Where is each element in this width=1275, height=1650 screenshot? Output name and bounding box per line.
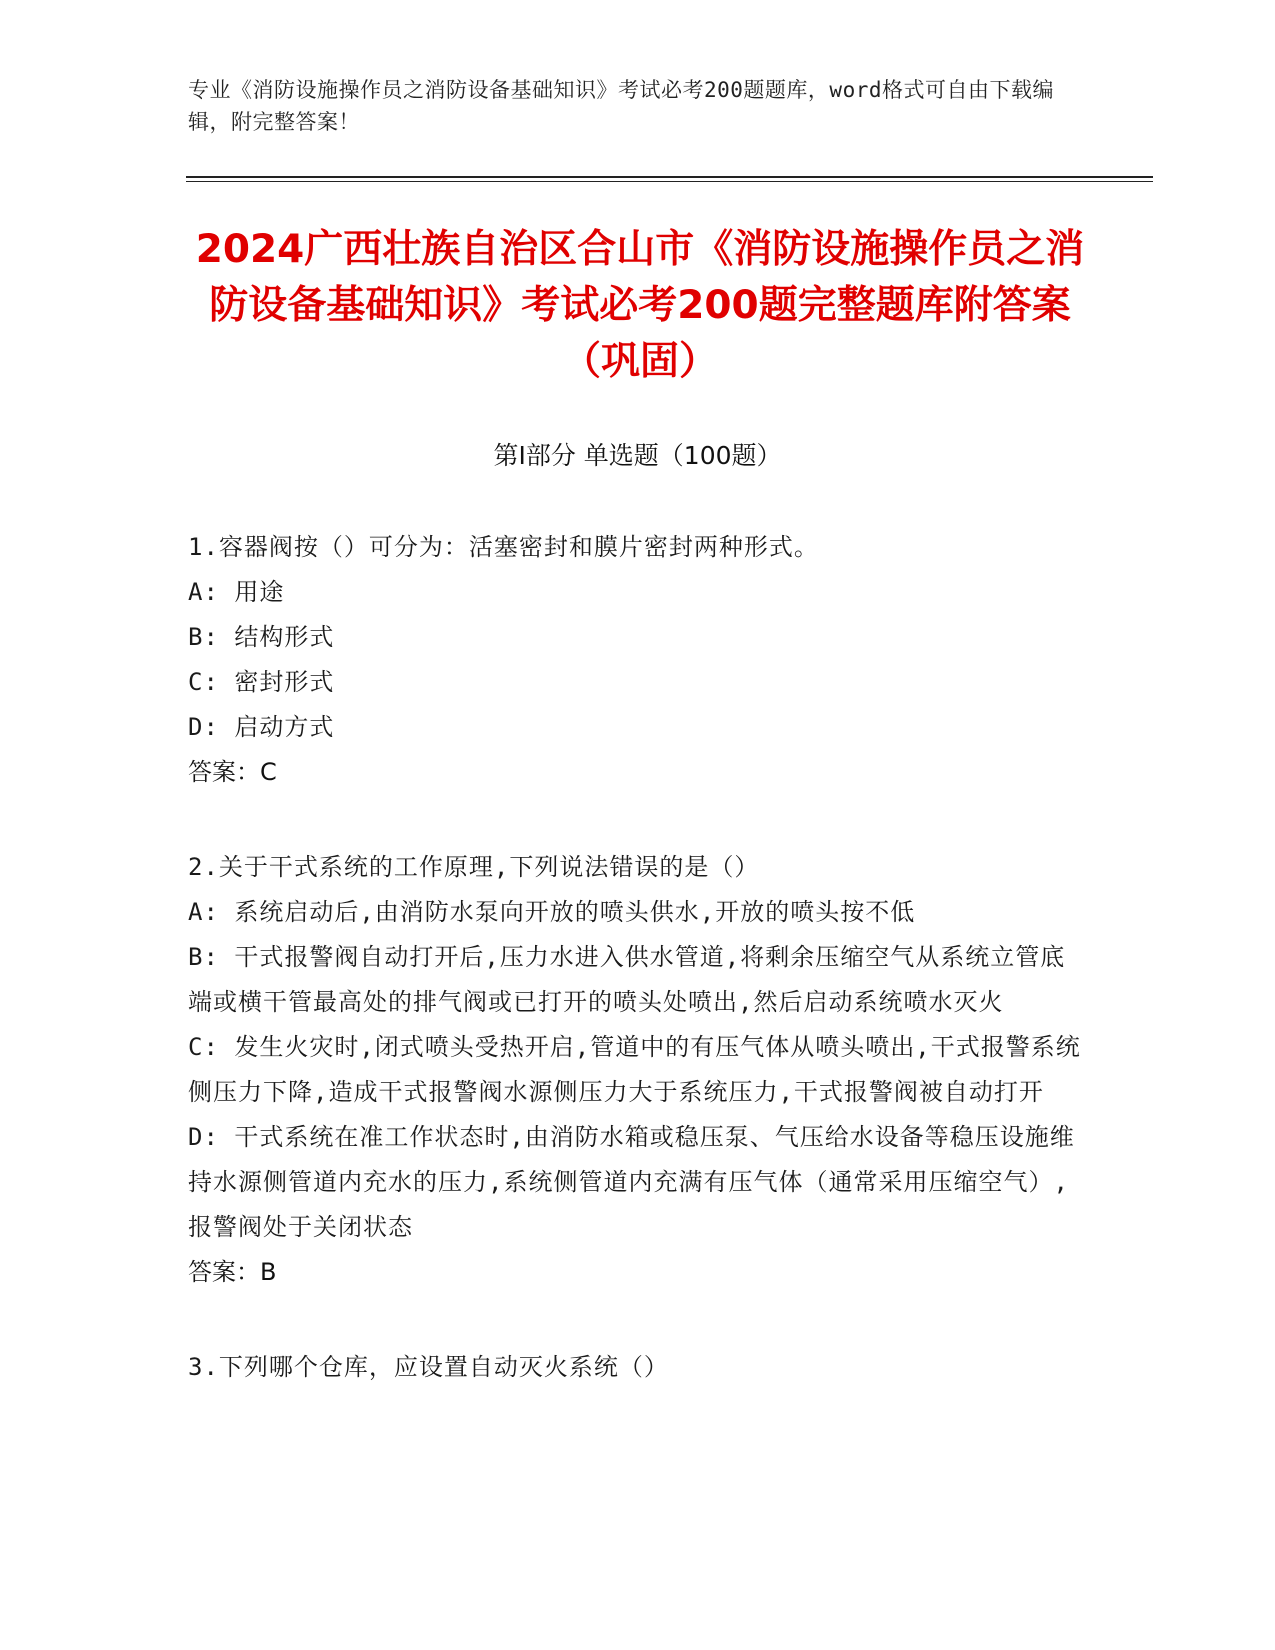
option-d: D: 干式系统在准工作状态时,由消防水箱或稳压泵、气压给水设备等稳压设施维持水源侧管道内充水的压力,系统侧管道内充满有压气体（通常采用压缩空气）,报警阀处于关闭状态 [188,1123,1075,1241]
question-stem: 2.关于干式系统的工作原理,下列说法错误的是（） [188,853,760,881]
option-a: A: 用途 [188,578,285,606]
question-3 [188,1345,1088,1390]
question-stem: 1.容器阀按（）可分为：活塞密封和膜片密封两种形式。 [188,533,819,561]
option-a: A: 系统启动后,由消防水泵向开放的喷头供水,开放的喷头按不低 [188,898,916,926]
option-c: C: 发生火灾时,闭式喷头受热开启,管道中的有压气体从喷头喷出,干式报警系统侧压力下降,造成干式报警阀水源侧压力大于系统压力,干式报警阀被自动打开 [188,1033,1081,1106]
question-stem: 3.下列哪个仓库，应设置自动灭火系统（） [188,1353,669,1381]
header-divider [186,176,1153,178]
question-list [188,525,1088,1440]
header-note: 专业《消防设施操作员之消防设备基础知识》考试必考200题题库，word格式可自由下载编辑，附完整答案！ [188,78,1054,134]
header-divider-thin [186,181,1153,182]
question-1 [188,525,1088,795]
option-b: B: 干式报警阀自动打开后,压力水进入供水管道,将剩余压缩空气从系统立管底端或横干管最高处的排气阀或已打开的喷头处喷出,然后启动系统喷水灭火 [188,943,1066,1016]
option-b: B: 结构形式 [188,623,335,651]
document-title: 2024广西壮族自治区合山市《消防设施操作员之消防设备基础知识》考试必考200题完整题库附答案（巩固） [195,227,1085,384]
question-2 [188,845,1088,1295]
option-c: C: 密封形式 [188,668,335,696]
answer: 答案：B [188,1258,277,1286]
section-title: 第Ⅰ部分 单选题（100题） [493,441,782,470]
answer: 答案：C [188,758,277,786]
option-d: D: 启动方式 [188,713,335,741]
